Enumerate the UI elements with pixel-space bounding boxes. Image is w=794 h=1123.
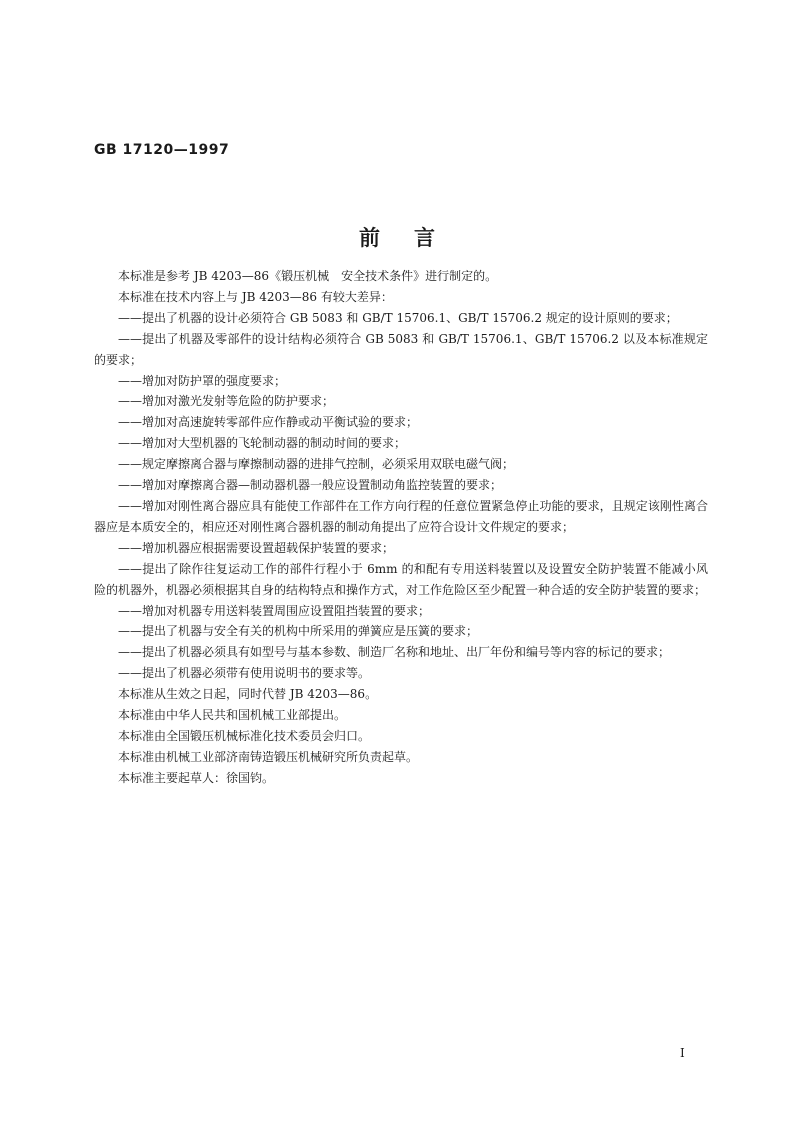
page-number: I [680, 1046, 685, 1060]
paragraph: 本标准从生效之日起，同时代替 JB 4203—86。 [118, 687, 378, 702]
paragraph: 本标准由中华人民共和国机械工业部提出。 [118, 708, 347, 723]
paragraph: ——增加对刚性离合器应具有能使工作部件在工作方向行程的任意位置紧急停止功能的要求，且规定该刚性离合器应是本质安全的，相应还对刚性离合器机器的制动角提出了应符合设计文件规定的要求； [94, 498, 708, 534]
paragraph: ——提出了除作往复运动工作的部件行程小于 6mm 的和配有专用送料装置以及设置安全防护装置不能减小风险的机器外，机器必须根据其自身的结构特点和操作方式，对工作危险区至少配置一种合适的安全防护装置的要求； [94, 561, 708, 597]
paragraph: ——增加机器应根据需要设置超载保护装置的要求； [118, 540, 395, 555]
paragraph: ——提出了机器的设计必须符合 GB 5083 和 GB/T 15706.1、GB/T 15706.2 规定的设计原则的要求； [118, 310, 678, 325]
paragraph: ——增加对摩擦离合器—制动器机器一般应设置制动角监控装置的要求； [118, 478, 503, 493]
paragraph: ——增加对机器专用送料装置周围应设置阻挡装置的要求； [118, 603, 431, 618]
paragraph: ——增加对高速旋转零部件应作静或动平衡试验的要求； [118, 415, 419, 430]
paragraph: 本标准主要起草人：徐国钧。 [118, 770, 275, 785]
standard-code-header: GB 17120—1997 [94, 142, 230, 158]
paragraph: 本标准由全国锻压机械标准化技术委员会归口。 [118, 728, 371, 743]
paragraph: ——提出了机器与安全有关的机构中所采用的弹簧应是压簧的要求； [118, 624, 479, 639]
page-title: 前言 [359, 225, 469, 250]
paragraph: ——提出了机器必须具有如型号与基本参数、制造厂名称和地址、出厂年份和编号等内容的标记的要求； [118, 645, 671, 660]
paragraph: ——增加对激光发射等危险的防护要求； [118, 394, 335, 409]
paragraph: 本标准由机械工业部济南铸造锻压机械研究所负责起草。 [118, 749, 419, 764]
paragraph: 本标准是参考 JB 4203—86《锻压机械 安全技术条件》进行制定的。 [118, 269, 498, 283]
paragraph: ——提出了机器及零部件的设计结构必须符合 GB 5083 和 GB/T 15706.1、GB/T 15706.2 以及本标准规定的要求； [94, 331, 708, 367]
foreword-body [94, 266, 708, 789]
paragraph: ——增加对大型机器的飞轮制动器的制动时间的要求； [118, 436, 407, 451]
paragraph: ——提出了机器必须带有使用说明书的要求等。 [118, 666, 371, 681]
paragraph: ——增加对防护罩的强度要求； [118, 373, 287, 388]
paragraph: 本标准在技术内容上与 JB 4203—86 有较大差异： [118, 289, 393, 304]
paragraph: ——规定摩擦离合器与摩擦制动器的进排气控制，必须采用双联电磁气阀； [118, 457, 515, 472]
